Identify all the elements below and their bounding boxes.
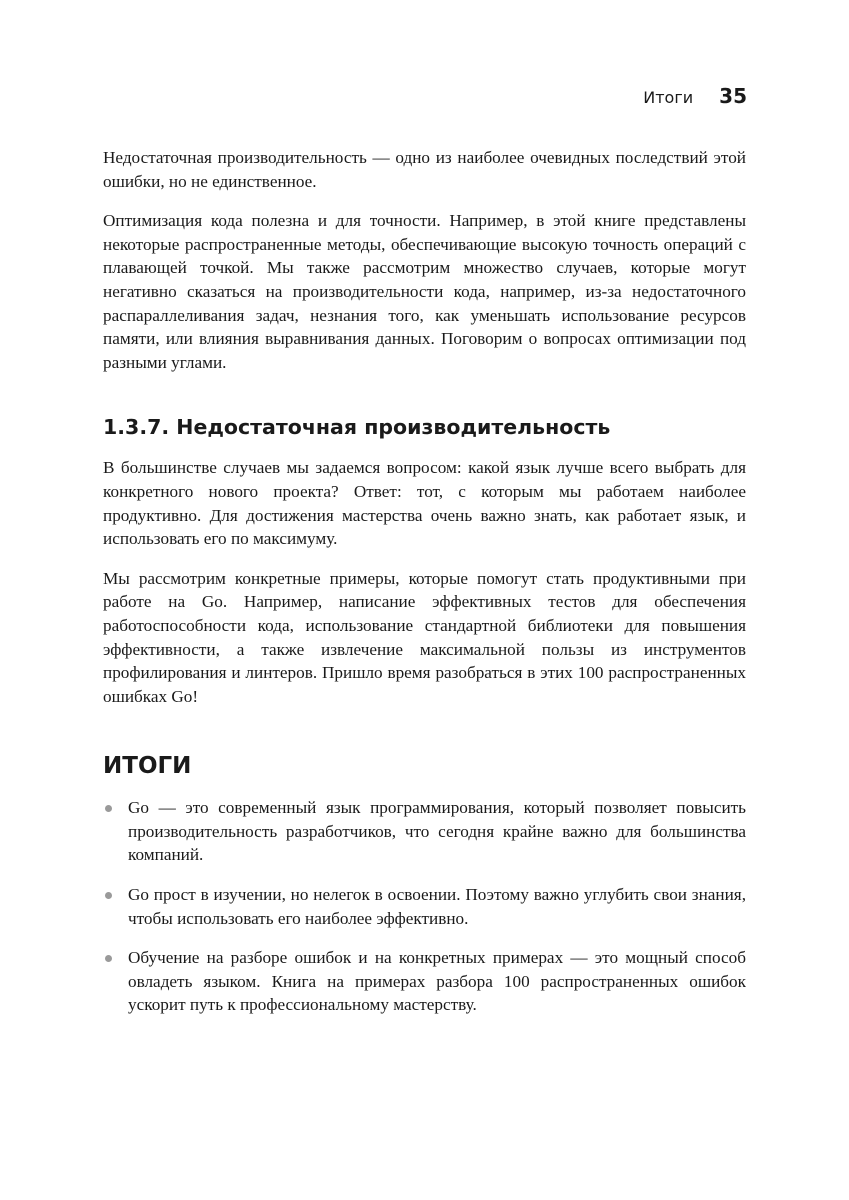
running-title: Итоги (643, 88, 694, 107)
summary-item (103, 796, 746, 867)
bullet-icon (105, 892, 112, 899)
summary-item-text: Обучение на разборе ошибок и на конкретных примерах — это мощный способ овладеть языком. Книга на примерах разбора 100 распространенных ошибок ускорит путь к профессиональному мастерству. (128, 948, 746, 1015)
page-header (643, 84, 747, 108)
summary-item (103, 883, 746, 930)
section-paragraph-2: Мы рассмотрим конкретные примеры, которые помогут стать продуктивными при работе на Go. Например, написание эффективных тестов для обеспечения работоспособности кода, использование стандартной библиотеки для повышения эффективности, а также извлечение максимальной пользы из инструментов профилирования и линтеров. Пришло время разобраться в этих 100 распространенных ошибках Go! (103, 568, 746, 706)
summary-item-text: Go прост в изучении, но нелегок в освоении. Поэтому важно углубить свои знания, чтобы использовать его наиболее эффективно. (128, 885, 746, 928)
bullet-icon (105, 955, 112, 962)
summary-item (103, 946, 746, 1017)
section-heading: 1.3.7. Недостаточная производительность (103, 415, 611, 440)
page-number: 35 (719, 84, 747, 108)
summary-list (103, 796, 746, 1017)
bullet-icon (105, 805, 112, 812)
summary-heading: ИТОГИ (103, 753, 192, 780)
intro-paragraph-2: Оптимизация кода полезна и для точности. Например, в этой книге представлены некоторые распространенные методы, обеспечивающие высокую точность операций с плавающей точкой. Мы также рассмотрим множество случаев, которые могут негативно сказаться на производительности кода, например, из-за недостаточного распараллеливания задач, незнания того, как уменьшать использование ресурсов памяти, или влияния выравнивания данных. Поговорим о вопросах оптимизации под разными углами. (103, 211, 746, 372)
page-content (103, 146, 746, 1033)
intro-paragraph-1: Недостаточная производительность — одно из наиболее очевидных последствий этой ошибки, но не единственное. (103, 148, 746, 191)
summary-item-text: Go — это современный язык программирования, который позволяет повысить производительность разработчиков, что сегодня крайне важно для большинства компаний. (128, 798, 746, 865)
section-paragraph-1: В большинстве случаев мы задаемся вопросом: какой язык лучше всего выбрать для конкретного нового проекта? Ответ: тот, с которым мы работаем наиболее продуктивно. Для достижения мастерства очень важно знать, как работает язык, и использовать его по максимуму. (103, 458, 746, 549)
